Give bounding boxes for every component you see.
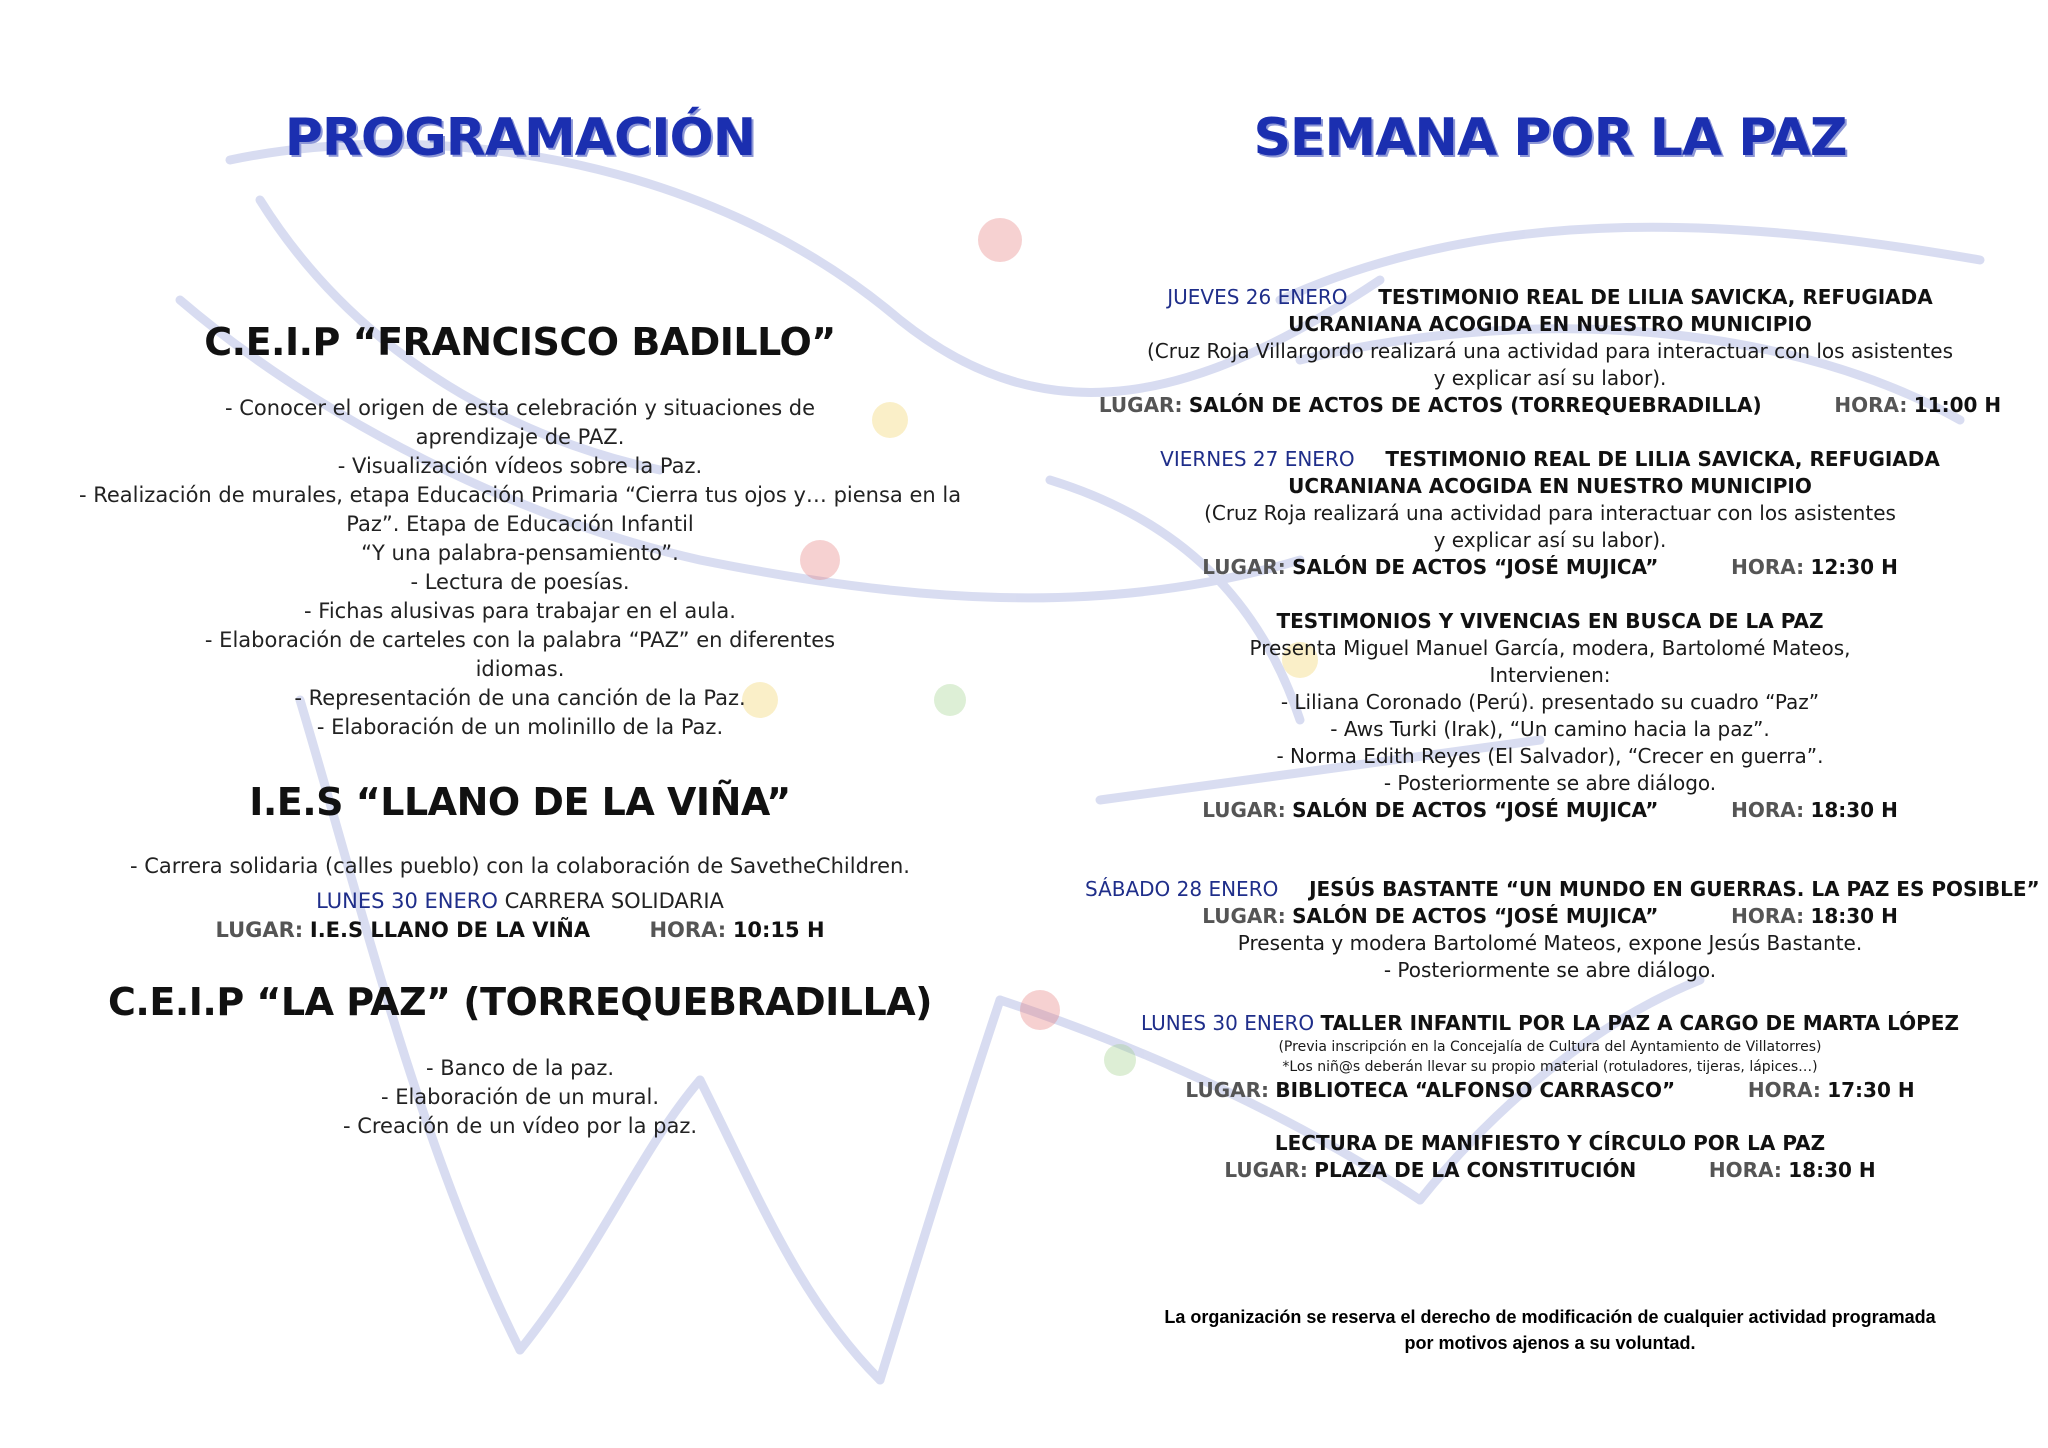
event-date: SÁBADO 28 ENERO [1085,877,1279,901]
event-lunes-30 [1085,1010,2015,1104]
event-note: y explicar así su labor). [1433,366,1667,390]
activity-line: Paz”. Etapa de Educación Infantil [346,512,694,536]
event-title: LECTURA DE MANIFIESTO Y CÍRCULO POR LA PAZ [1274,1131,1826,1155]
event-date: LUNES 30 ENERO [316,889,498,913]
event-title: TESTIMONIO REAL DE LILIA SAVICKA, REFUGIADA [1385,447,1940,471]
activity-line: - Visualización vídeos sobre la Paz. [337,454,703,478]
activity-line: - Carrera solidaria (calles pueblo) con la colaboración de SavetheChildren. [130,854,910,878]
event-title: TESTIMONIOS Y VIVENCIAS EN BUSCA DE LA PAZ [1276,609,1824,633]
lugar-label: LUGAR: [1202,904,1286,928]
lugar-label: LUGAR: [215,918,304,942]
event-note: *Los niñ@s deberán llevar su propio material (rotuladores, tijeras, lápices…) [1282,1059,1818,1075]
lugar-value: I.E.S LLANO DE LA VIÑA [309,918,591,942]
event-line: - Aws Turki (Irak), “Un camino hacia la paz”. [1330,717,1770,741]
event-sabado-28 [1085,876,2040,984]
hora-value: 18:30 H [1810,904,1898,928]
activity-line: - Lectura de poesías. [410,570,630,594]
event-name: CARRERA SOLIDARIA [504,889,724,913]
event-date: LUNES 30 ENERO [1141,1011,1315,1035]
event-date: VIERNES 27 ENERO [1160,447,1355,471]
hora-label: HORA: [649,918,727,942]
activity-line: - Elaboración de carteles con la palabra “PAZ” en diferentes [204,628,836,652]
event-line: Presenta y modera Bartolomé Mateos, expone Jesús Bastante. [1237,931,1863,955]
event-line: - Posteriormente se abre diálogo. [1383,771,1717,795]
event-location-time [1085,392,2015,419]
event-location-time [1085,554,2015,581]
hora-label: HORA: [1834,393,1908,417]
hora-label: HORA: [1747,1078,1821,1102]
hora-label: HORA: [1708,1158,1782,1182]
school-la-paz-title: C.E.I.P “LA PAZ” (TORREQUEBRADILLA) [108,980,932,1024]
activity-line: “Y una palabra-pensamiento”. [361,541,679,565]
disclaimer-line: por motivos ajenos a su voluntad. [1404,1333,1696,1353]
activity-line: - Conocer el origen de esta celebración y situaciones de [224,396,816,420]
hora-value: 10:15 H [732,918,825,942]
school-la-paz-activities [40,1054,1000,1141]
hora-label: HORA: [1731,798,1805,822]
school-francisco-badillo-activities [40,394,1000,742]
event-lectura-manifiesto [1085,1130,2015,1184]
lugar-value: SALÓN DE ACTOS “JOSÉ MUJICA” [1292,798,1659,822]
programacion-title: PROGRAMACIÓN [284,108,756,168]
event-location-time [40,916,1000,945]
event-testimonios [1085,608,2015,824]
event-line: - Liliana Coronado (Perú). presentado su cuadro “Paz” [1280,690,1820,714]
activity-line: - Representación de una canción de la Paz. [294,686,746,710]
school-francisco-badillo-title: C.E.I.P “FRANCISCO BADILLO” [204,320,836,364]
event-title: TALLER INFANTIL POR LA PAZ A CARGO DE MARTA LÓPEZ [1320,1011,1959,1035]
event-heading [40,887,1000,916]
event-viernes-27 [1085,446,2015,581]
event-jueves-26 [1085,284,2015,419]
event-location-time [1085,1157,2015,1184]
lugar-value: SALÓN DE ACTOS “JOSÉ MUJICA” [1292,904,1659,928]
event-date: JUEVES 26 ENERO [1167,285,1348,309]
event-line: Presenta Miguel Manuel García, modera, Bartolomé Mateos, [1249,636,1851,660]
activity-line: - Creación de un vídeo por la paz. [342,1114,698,1138]
event-location-time [1085,1077,2015,1104]
event-title: UCRANIANA ACOGIDA EN NUESTRO MUNICIPIO [1288,312,1812,336]
activity-line: - Elaboración de un molinillo de la Paz. [316,715,724,739]
event-line: - Norma Edith Reyes (El Salvador), “Crecer en guerra”. [1276,744,1824,768]
hora-label: HORA: [1731,555,1805,579]
hora-label: HORA: [1731,904,1805,928]
lugar-value: SALÓN DE ACTOS “JOSÉ MUJICA” [1292,555,1659,579]
event-heading [1085,284,2015,311]
event-location-time [1085,797,2015,824]
activity-line: - Elaboración de un mural. [380,1085,660,1109]
activity-line: aprendizaje de PAZ. [415,425,625,449]
semana-por-la-paz-title: SEMANA POR LA PAZ [1253,108,1847,168]
lugar-value: PLAZA DE LA CONSTITUCIÓN [1314,1158,1637,1182]
event-note: (Cruz Roja realizará una actividad para interactuar con los asistentes [1204,501,1896,525]
school-llano-de-la-vina-details [40,852,1000,945]
event-heading [1085,446,2015,473]
event-note: (Previa inscripción en la Concejalía de Cultura del Ayntamiento de Villatorres) [1278,1039,1822,1055]
hora-value: 11:00 H [1913,393,2002,417]
event-title: UCRANIANA ACOGIDA EN NUESTRO MUNICIPIO [1288,474,1812,498]
event-note: y explicar así su labor). [1433,528,1667,552]
hora-value: 12:30 H [1810,555,1898,579]
lugar-value: SALÓN DE ACTOS DE ACTOS (TORREQUEBRADILLA) [1188,393,1762,417]
activity-line: - Banco de la paz. [425,1056,615,1080]
lugar-label: LUGAR: [1202,555,1286,579]
event-line: - Posteriormente se abre diálogo. [1383,958,1717,982]
event-note: (Cruz Roja Villargordo realizará una actividad para interactuar con los asistentes [1147,339,1953,363]
lugar-value: BIBLIOTECA “ALFONSO CARRASCO” [1275,1078,1676,1102]
event-heading [1085,1010,2015,1037]
event-title: TESTIMONIO REAL DE LILIA SAVICKA, REFUGIADA [1378,285,1933,309]
lugar-label: LUGAR: [1098,393,1183,417]
event-line: Intervienen: [1489,663,1611,687]
school-llano-de-la-vina-title: I.E.S “LLANO DE LA VIÑA” [249,780,791,824]
hora-value: 17:30 H [1827,1078,1915,1102]
activity-line: - Fichas alusivas para trabajar en el aula. [304,599,736,623]
lugar-label: LUGAR: [1202,798,1286,822]
hora-value: 18:30 H [1788,1158,1876,1182]
event-location-time [1085,903,2015,930]
hora-value: 18:30 H [1810,798,1898,822]
lugar-label: LUGAR: [1185,1078,1269,1102]
event-heading [1085,876,2040,903]
lugar-label: LUGAR: [1224,1158,1308,1182]
activity-line: idiomas. [475,657,565,681]
event-title: JESÚS BASTANTE “UN MUNDO EN GUERRAS. LA PAZ ES POSIBLE” [1309,877,2040,901]
disclaimer-line: La organización se reserva el derecho de modificación de cualquier actividad programada [1164,1307,1936,1327]
activity-line: - Realización de murales, etapa Educación Primaria “Cierra tus ojos y… piensa en la [78,483,962,507]
disclaimer [1085,1304,2015,1356]
